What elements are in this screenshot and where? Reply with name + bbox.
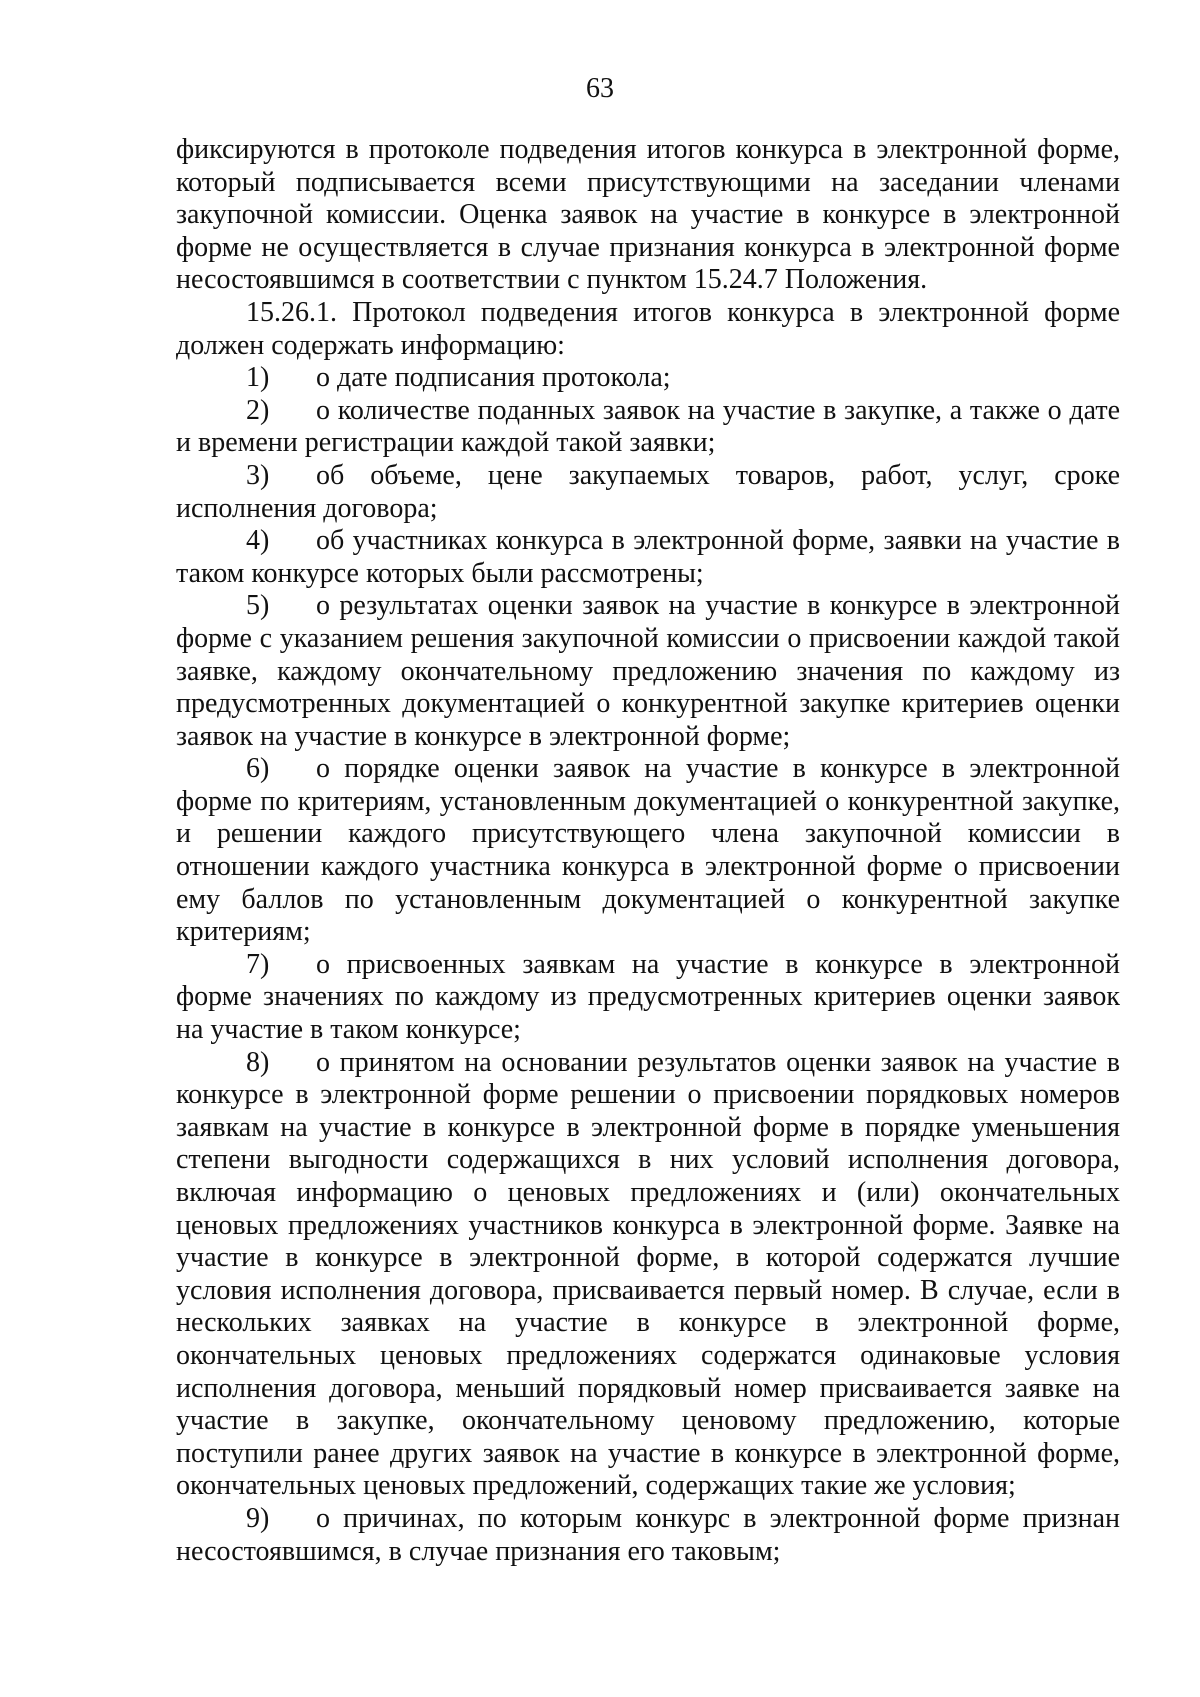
list-item (176, 753, 1120, 949)
list-item-text: о количестве поданных заявок на участие в закупке, а также о дате и времени регистрации каждой такой заявки; (176, 394, 1120, 459)
list-item-text: о принятом на основании результатов оценки заявок на участие в конкурсе в электронной форме решении о присвоении порядковых номеров заявкам на участие в конкурсе в электронной форме в порядке уменьшения степени выгодности содержащихся в них условий исполнения договора, включая информацию о ценовых предложениях и (или) окончательных ценовых предложениях участников конкурса в электронной форме. Заявке на участие в конкурсе в электронной форме, в которой содержатся лучшие условия исполнения договора, присваивается первый номер. В случае, если в нескольких заявках на участие в конкурсе в электронной форме, окончательных ценовых предложениях содержатся одинаковые условия исполнения договора, меньший порядковый номер присваивается заявке на участие в закупке, окончательному ценовому предложению, которые поступили ранее других заявок на участие в конкурсе в электронной форме, окончательных ценовых предложений, содержащих такие же условия; (176, 1046, 1120, 1502)
list-item-text: о дате подписания протокола; (316, 362, 671, 394)
list-item-number: 1) (246, 362, 270, 394)
list-item-number: 5) (246, 590, 270, 622)
list-item-number: 3) (246, 459, 270, 491)
list-item (176, 395, 1120, 460)
list-item-text: об участниках конкурса в электронной форме, заявки на участие в таком конкурсе которых были рассмотрены; (176, 525, 1120, 589)
list-item-number: 2) (246, 394, 270, 426)
list-item-number: 8) (246, 1046, 270, 1078)
list-item-number: 7) (246, 948, 270, 980)
page-number: 63 (586, 73, 614, 104)
list-item-number: 4) (246, 525, 270, 557)
intro-paragraph: фиксируются в протоколе подведения итогов конкурса в электронной форме, который подписывается всеми присутствующими на заседании членами закупочной комиссии. Оценка заявок на участие в конкурсе в электронной форме не осуществляется в случае признания конкурса в электронной форме несостоявшимся в соответствии с пунктом 15.24.7 Положения. (176, 134, 1120, 296)
list-item (176, 590, 1120, 753)
list-item (176, 525, 1120, 590)
list-item (176, 949, 1120, 1047)
list-item-text: о результатах оценки заявок на участие в конкурсе в электронной форме с указанием решения закупочной комиссии о присвоении каждой такой заявке, каждому окончательному предложению значения по каждому из предусмотренных документацией о конкурентной закупке критериев оценки заявок на участие в конкурсе в электронной форме; (176, 590, 1120, 752)
list-item (176, 1503, 1120, 1568)
list-item-number: 9) (246, 1502, 270, 1534)
document-body (176, 134, 1120, 1568)
list-item-text: о причинах, по которым конкурс в электронной форме признан несостоявшимся, в случае признания его таковым; (176, 1502, 1120, 1567)
clause-paragraph: 15.26.1. Протокол подведения итогов конкурса в электронной форме должен содержать информацию: (176, 296, 1120, 361)
list-item (176, 460, 1120, 525)
list-item-text: о порядке оценки заявок на участие в конкурсе в электронной форме по критериям, установленным документацией о конкурентной закупке, и решении каждого присутствующего члена закупочной комиссии в отношении каждого участника конкурса в электронной форме о присвоении ему баллов по установленным документацией о конкурентной закупке критериям; (176, 753, 1120, 948)
list-item-text: об объеме, цене закупаемых товаров, работ, услуг, сроке исполнения договора; (176, 459, 1120, 524)
list-item (176, 1047, 1120, 1503)
list-item-number: 6) (246, 753, 270, 785)
list-item-text: о присвоенных заявкам на участие в конкурсе в электронной форме значениях по каждому из предусмотренных критериев оценки заявок на участие в таком конкурсе; (176, 948, 1120, 1046)
list-item (176, 362, 1120, 395)
